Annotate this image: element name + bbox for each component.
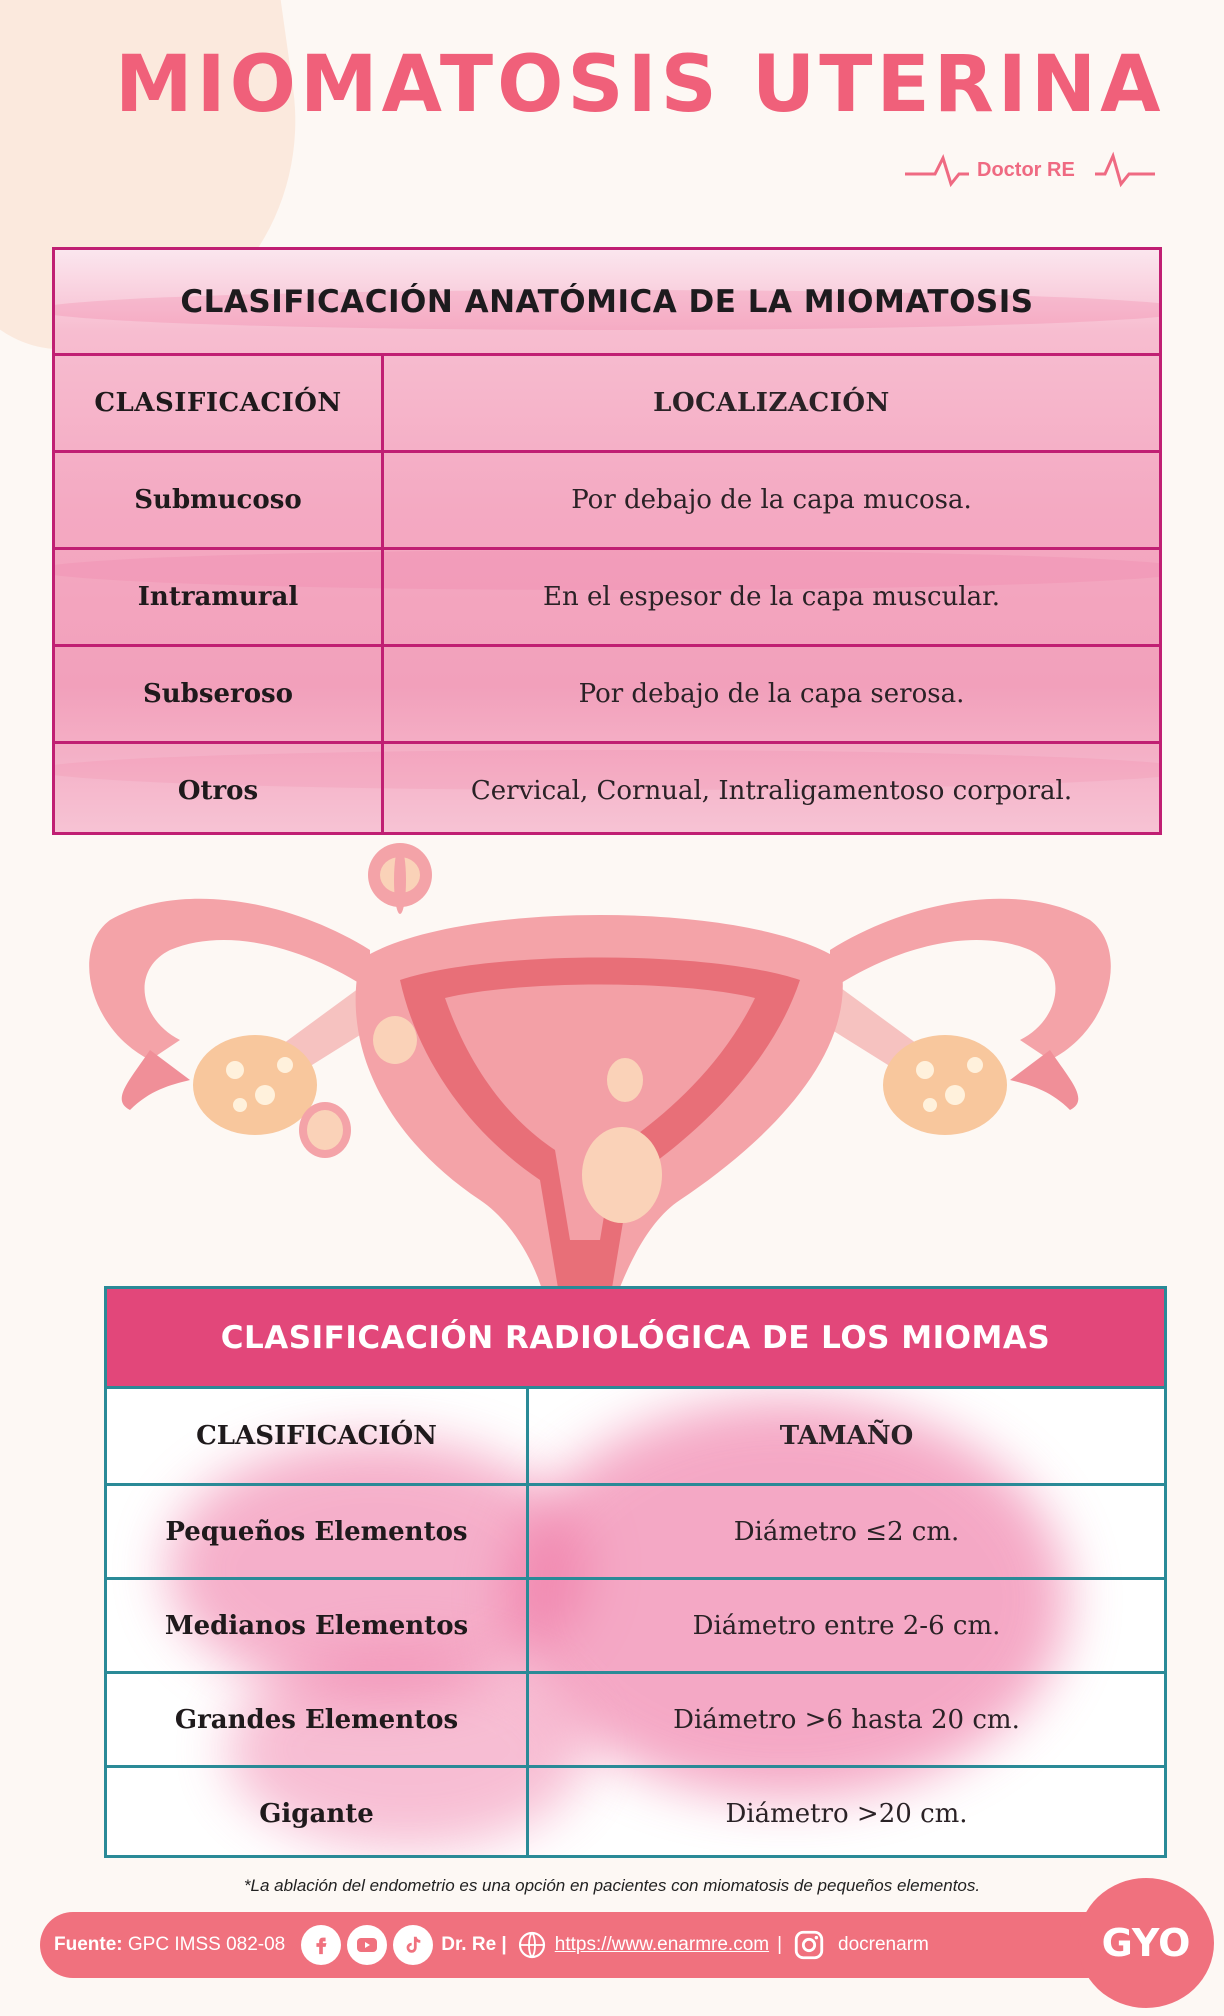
table-row [107,1483,1164,1577]
youtube-icon[interactable] [347,1925,387,1965]
source-value: GPC IMSS 082-08 [127,1934,286,1955]
facebook-icon[interactable] [301,1925,341,1965]
website-link[interactable]: https://www.enarmre.com [554,1934,770,1955]
table-row [55,644,1159,741]
table-header-row [55,353,1159,450]
brand-name: Doctor RE [973,159,1079,182]
radiological-classification-table [104,1286,1167,1858]
classification-cell: Submucoso [55,453,384,547]
table-row [107,1577,1164,1671]
table-body [55,353,1159,835]
uterus-illustration [70,840,1130,1300]
size-cell: Diámetro >20 cm. [725,1798,968,1829]
location-cell: Por debajo de la capa serosa. [578,679,965,709]
size-cell: Diámetro >6 hasta 20 cm. [673,1704,1020,1735]
classification-cell: Otros [55,744,384,835]
globe-icon [515,1928,549,1962]
classification-cell: Pequeños Elementos [107,1486,529,1577]
column-header: TAMAÑO [779,1421,914,1451]
location-cell: En el espesor de la capa muscular. [543,582,1000,612]
instagram-icon[interactable] [790,1926,828,1964]
size-cell: Diámetro ≤2 cm. [733,1516,960,1547]
page-title: MIOMATOSIS UTERINA [115,40,1165,130]
column-header: LOCALIZACIÓN [653,388,890,418]
table-title: CLASIFICACIÓN ANATÓMICA DE LA MIOMATOSIS [180,283,1034,320]
table-row [55,741,1159,835]
source [54,1934,285,1956]
footer-bar [40,1912,1120,1978]
table-body [107,1389,1164,1858]
location-cell: Cervical, Cornual, Intraligamentoso corporal. [470,776,1073,806]
table-header-row [107,1389,1164,1483]
table-title: CLASIFICACIÓN RADIOLÓGICA DE LOS MIOMAS [107,1289,1164,1389]
tiktok-icon[interactable] [393,1925,433,1965]
classification-cell: Gigante [107,1768,529,1858]
location-cell: Por debajo de la capa mucosa. [571,485,972,515]
classification-cell: Subseroso [55,647,384,741]
size-cell: Diámetro entre 2-6 cm. [692,1610,1001,1641]
specialty-badge: GYO [1078,1878,1214,2008]
classification-cell: Grandes Elementos [107,1674,529,1765]
source-label: Fuente: [54,1934,123,1955]
column-header: CLASIFICACIÓN [107,1389,529,1483]
table-row [107,1671,1164,1765]
classification-cell: Intramural [55,550,384,644]
footnote: *La ablación del endometrio es una opción en pacientes con miomatosis de pequeños elementos. [243,1876,981,1895]
separator: | [777,1934,783,1955]
classification-cell: Medianos Elementos [107,1580,529,1671]
instagram-handle[interactable]: docrenarm [838,1934,929,1955]
table-row [107,1765,1164,1858]
brand-logo [905,150,1155,190]
author: Dr. Re | [441,1934,507,1955]
table-row [55,547,1159,644]
anatomical-classification-table [52,247,1162,835]
social-icons [301,1925,433,1965]
table-row [55,450,1159,547]
column-header: CLASIFICACIÓN [55,356,384,450]
